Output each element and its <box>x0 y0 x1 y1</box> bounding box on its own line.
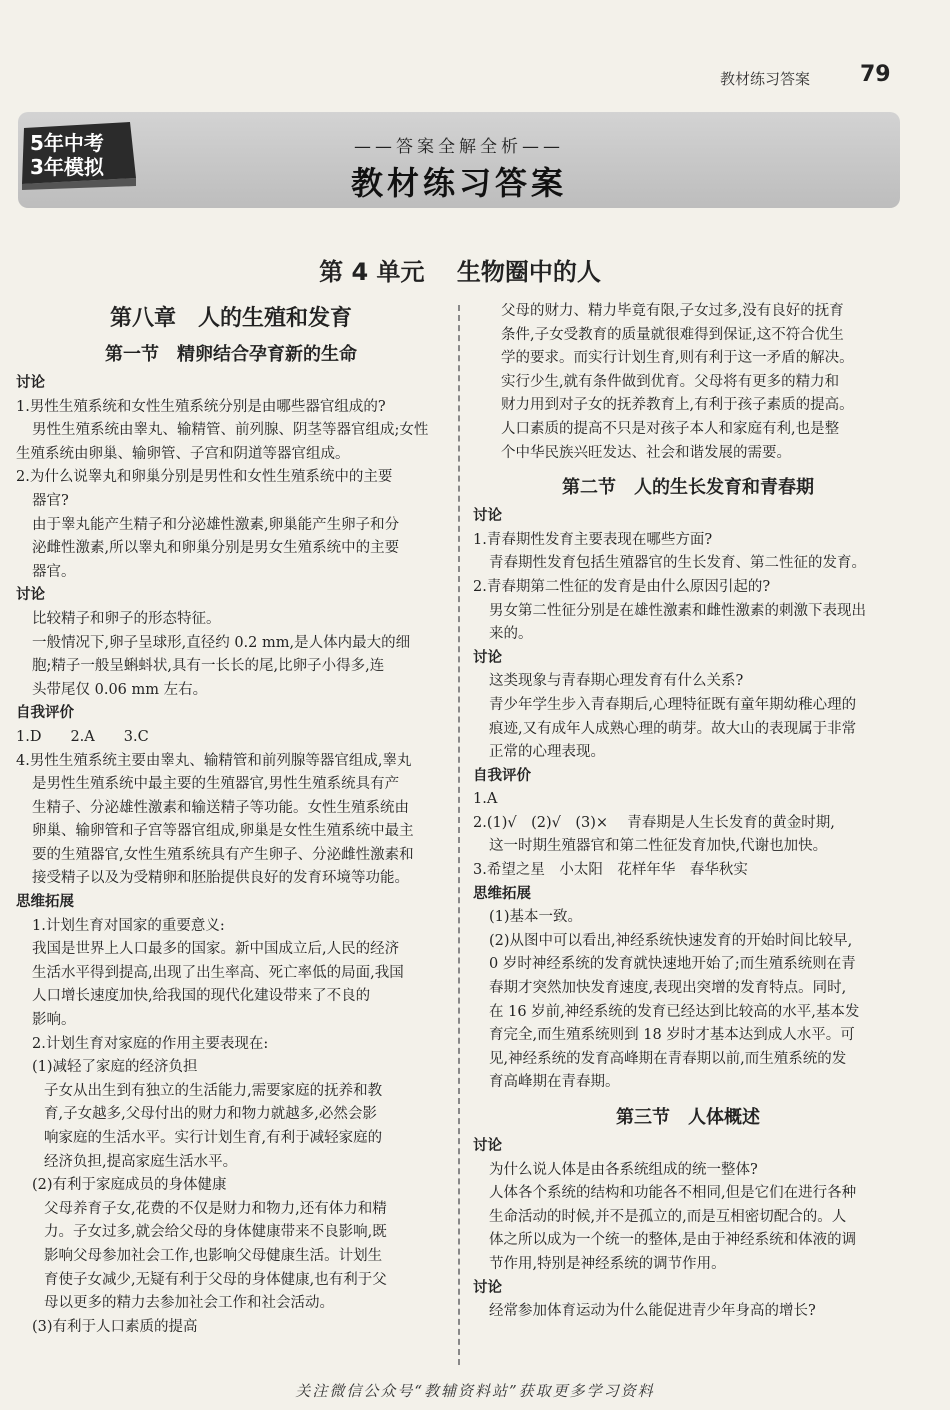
right-column <box>473 300 903 1324</box>
answer-text: 影响父母参加社会工作,也影响父母健康生活。计划生 <box>44 1247 383 1264</box>
answer-text: 育,子女越多,父母付出的财力和物力就越多,必然会影 <box>44 1106 377 1123</box>
answer-text: 1.A <box>473 791 498 808</box>
answer-text: 是男性生殖系统中最主要的生殖器官,男性生殖系统具有产 <box>32 776 400 793</box>
question-text: 2.为什么说睾丸和卵巢分别是男性和女性生殖系统中的主要 <box>16 469 393 486</box>
answer-text: 这一时期生殖器官和第二性征发育加快,代谢也加快。 <box>489 838 828 855</box>
question-text: 2.青春期第二性征的发育是由什么原因引起的? <box>473 578 771 595</box>
svg-text:5年中考: 5年中考 <box>30 131 104 155</box>
footer-watermark-text: 关注微信公众号“教辅资料站”获取更多学习资料 <box>295 1382 655 1400</box>
answer-text: 财力用到对子女的抚养教育上,有利于孩子素质的提高。 <box>501 397 854 414</box>
answer-text: 在 16 岁前,神经系统的发育已经达到比较高的水平,基本发 <box>489 1003 860 1020</box>
answer-text: 3.希望之星 小太阳 花样年华 春华秋实 <box>473 862 748 879</box>
answer-text: 男性生殖系统由睾丸、输精管、前列腺、阴茎等器官组成;女性 <box>32 422 429 439</box>
answer-text: 子女从出生到有独立的生活能力,需要家庭的抚养和教 <box>44 1082 383 1099</box>
banner-subtitle: ——答案全解全析—— <box>354 137 564 157</box>
answer-text: 2.(1)√ (2)√ (3)× 青春期是人生长发育的黄金时期, <box>473 814 835 831</box>
left-column <box>16 300 446 1339</box>
answer-text: 人口素质的提高不只是对孩子本人和家庭有利,也是整 <box>501 420 840 437</box>
answer-text: 父母的财力、精力毕竟有限,子女过多,没有良好的抚育 <box>501 303 844 319</box>
answer-text: 影响。 <box>32 1012 76 1029</box>
answer-text: 响家庭的生活水平。实行计划生育,有利于减轻家庭的 <box>44 1130 383 1146</box>
answer-text: 育使子女减少,无疑有利于父母的身体健康,也有利于父 <box>44 1271 387 1288</box>
answer-text: 父母养育子女,花费的不仅是财力和物力,还有体力和精 <box>44 1200 387 1217</box>
discussion-label: 讨论 <box>473 1138 502 1154</box>
answer-text: 人口增长速度加快,给我国的现代化建设带来了不良的 <box>32 988 371 1005</box>
answer-text: 4.男性生殖系统主要由睾丸、输精管和前列腺等器官组成,睾丸 <box>16 752 412 769</box>
answer-text: 来的。 <box>489 626 533 643</box>
answer-text: 个中华民族兴旺发达、社会和谐发展的需要。 <box>501 444 791 461</box>
thinking-extension-label: 思维拓展 <box>16 894 74 911</box>
section-title-1: 第一节 精卵结合孕育新的生命 <box>105 344 357 365</box>
question-text: 1.计划生育对国家的重要意义: <box>32 917 225 934</box>
answer-text: 器官。 <box>32 563 76 580</box>
page-number: 79 <box>860 62 891 87</box>
answer-text: 母以更多的精力去参加社会工作和社会活动。 <box>44 1295 334 1312</box>
sub-heading: (3)有利于人口素质的提高 <box>32 1318 198 1335</box>
sub-heading: (2)有利于家庭成员的身体健康 <box>32 1177 227 1194</box>
discussion-label: 讨论 <box>473 1279 502 1296</box>
answer-text: 青少年学生步入青春期后,心理特征既有童年期幼稚心理的 <box>489 696 857 713</box>
unit-title: 第 4 单元 生物圈中的人 <box>319 258 601 286</box>
answer-text: 节作用,特别是神经系统的调节作用。 <box>489 1255 726 1272</box>
answer-text: 0 岁时神经系统的发育就快速地开始了;而生殖系统则在青 <box>489 956 856 973</box>
question-text: 经常参加体育运动为什么能促进青少年身高的增长? <box>489 1303 816 1320</box>
section-title-3: 第三节 人体概述 <box>616 1107 760 1128</box>
answer-text: 育完全,而生殖系统则到 18 岁时才基本达到成人水平。可 <box>489 1027 855 1044</box>
answer-text: 经济负担,提高家庭生活水平。 <box>44 1153 238 1170</box>
book-logo-icon <box>18 118 142 190</box>
header-title: 教材练习答案 <box>720 70 811 88</box>
thinking-extension-label: 思维拓展 <box>473 885 531 902</box>
answer-text: 痕迹,又有成年人成熟心理的萌芽。故大山的表现属于非常 <box>489 720 857 737</box>
answer-text: 接受精子以及为受精卵和胚胎提供良好的发育环境等功能。 <box>32 870 409 887</box>
discussion-label: 讨论 <box>16 587 45 604</box>
section-title-2: 第二节 人的生长发育和青春期 <box>562 477 814 499</box>
question-text: 2.计划生育对家庭的作用主要表现在: <box>32 1035 269 1052</box>
answer-text: 条件,子女受教育的质量就很难得到保证,这不符合优生 <box>501 326 844 343</box>
answer-text: 实行少生,就有条件做到优育。父母将有更多的精力和 <box>501 373 840 390</box>
answer-text: 生活水平得到提高,出现了出生率高、死亡率低的局面,我国 <box>32 964 404 981</box>
chapter-title: 第八章 人的生殖和发育 <box>109 306 352 331</box>
answer-text: 育高峰期在青春期。 <box>489 1074 620 1091</box>
banner-title: 教材练习答案 <box>350 164 567 202</box>
answer-text: 一般情况下,卵子呈球形,直径约 0.2 mm,是人体内最大的细 <box>32 634 411 651</box>
answer-text: 见,神经系统的发育高峰期在青春期以前,而生殖系统的发 <box>489 1050 847 1067</box>
answer-text: 男女第二性征分别是在雄性激素和雌性激素的刺激下表现出 <box>489 602 866 619</box>
answer-text: 体之所以成为一个统一的整体,是由于神经系统和体液的调 <box>489 1232 857 1249</box>
answer-text: 春期才突然加快发育速度,表现出突增的发育特点。同时, <box>489 980 847 997</box>
answer-text: 头带尾仅 0.06 mm 左右。 <box>32 681 208 698</box>
answer-text: (1)基本一致。 <box>489 909 583 926</box>
question-text: 为什么说人体是由各系统组成的统一整体? <box>489 1161 758 1178</box>
svg-text:3年模拟: 3年模拟 <box>30 155 104 179</box>
answer-text: 力。子女过多,就会给父母的身体健康带来不良影响,既 <box>44 1224 387 1241</box>
answer-text: 要的生殖器官,女性生殖系统具有产生卵子、分泌雌性激素和 <box>32 846 414 863</box>
sub-heading: (1)减轻了家庭的经济负担 <box>32 1059 198 1076</box>
page-header <box>0 62 950 92</box>
answer-text: 泌雌性激素,所以睾丸和卵巢分别是男女生殖系统中的主要 <box>32 540 400 557</box>
answer-text: 我国是世界上人口最多的国家。新中国成立后,人民的经济 <box>32 941 400 958</box>
answer-text: 学的要求。而实行计划生育,则有利于这一矛盾的解决。 <box>501 350 854 367</box>
question-text: 器官? <box>32 492 69 509</box>
answer-text: 生殖系统由卵巢、输卵管、子宫和阴道等器官组成。 <box>16 445 350 462</box>
question-text: 这类现象与青春期心理发育有什么关系? <box>489 673 744 690</box>
question-text: 1.男性生殖系统和女性生殖系统分别是由哪些器官组成的? <box>16 398 386 415</box>
question-text: 1.青春期性发育主要表现在哪些方面? <box>473 531 713 548</box>
self-evaluation-label: 自我评价 <box>473 767 531 784</box>
answer-text: 生命活动的时候,并不是孤立的,而是互相密切配合的。人 <box>489 1208 847 1225</box>
answer-text: (2)从图中可以看出,神经系统快速发育的开始时间比较早, <box>489 932 853 949</box>
answer-text: 1.D 2.A 3.C <box>16 728 149 745</box>
answer-text: 胞;精子一般呈蝌蚪状,具有一长长的尾,比卵子小得多,连 <box>32 658 385 675</box>
answer-text: 青春期性发育包括生殖器官的生长发育、第二性征的发育。 <box>489 555 866 572</box>
discussion-label: 讨论 <box>473 649 502 666</box>
discussion-label: 讨论 <box>473 508 502 525</box>
self-evaluation-label: 自我评价 <box>16 705 74 722</box>
answer-text: 卵巢、输卵管和子宫等器官组成,卵巢是女性生殖系统中最主 <box>32 823 414 840</box>
discussion-label: 讨论 <box>16 375 45 391</box>
column-divider <box>458 305 460 1365</box>
answer-text: 正常的心理表现。 <box>489 744 605 761</box>
question-text: 比较精子和卵子的形态特征。 <box>32 610 221 627</box>
section-banner <box>18 112 900 208</box>
answer-text: 由于睾丸能产生精子和分泌雄性激素,卵巢能产生卵子和分 <box>32 516 400 533</box>
answer-text: 人体各个系统的结构和功能各不相同,但是它们在进行各种 <box>489 1185 857 1202</box>
answer-text: 生精子、分泌雄性激素和输送精子等功能。女性生殖系统由 <box>32 799 409 816</box>
